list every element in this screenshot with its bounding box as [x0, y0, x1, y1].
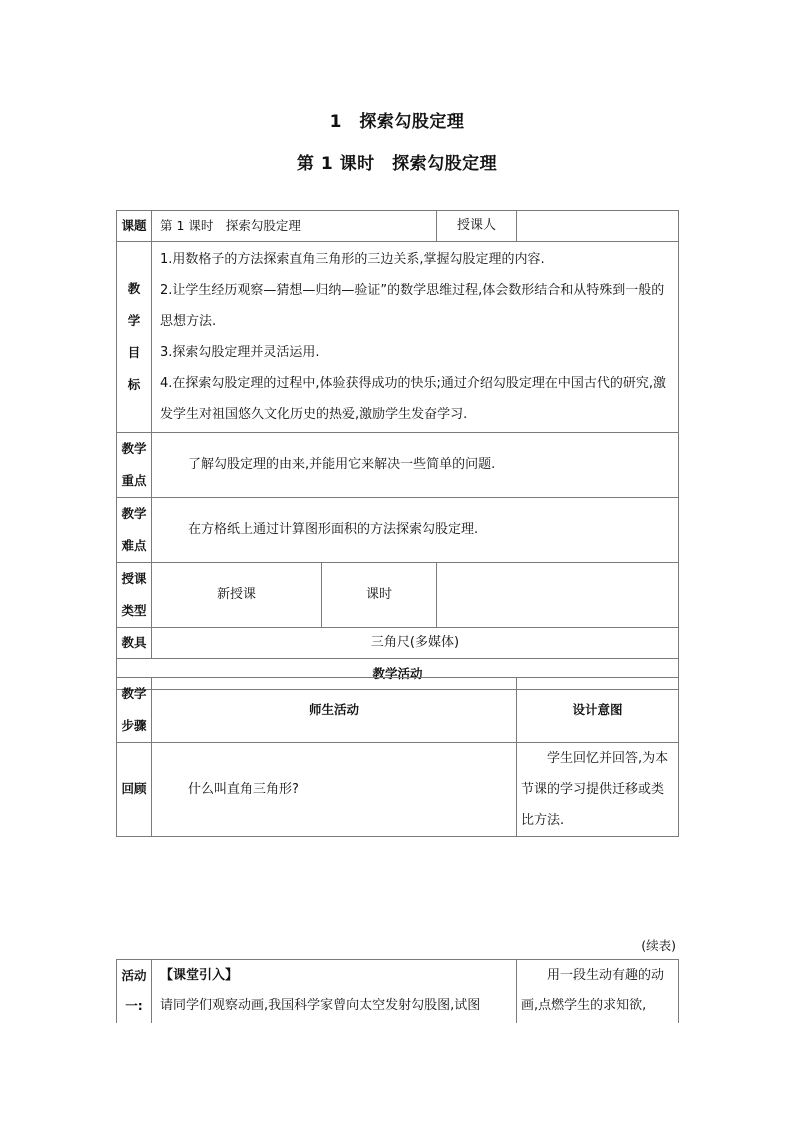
activities-heading: 教学活动 [117, 659, 679, 690]
lesson-title: 第 1 课时 探索勾股定理 [296, 154, 498, 174]
objectives-label: 教 学 目 标 [117, 242, 152, 433]
review-row [117, 743, 679, 837]
activity1-content [152, 960, 517, 1024]
review-question: 什么叫直角三角形? [152, 743, 517, 837]
objective-item: 2.让学生经历观察—猜想—归纳—验证”的数学思维过程,体会数形结合和从特殊到一般的思想方法. [160, 283, 665, 329]
lesson-type-label: 授课 类型 [117, 563, 152, 628]
difficulty-label: 教学 难点 [117, 498, 152, 563]
review-intent: 学生回忆并回答,为本节课的学习提供迁移或类比方法. [517, 743, 679, 837]
lesson-plan-table [116, 210, 679, 690]
activities-header-row [117, 678, 679, 743]
objectives-content [152, 242, 679, 433]
subject-label: 课题 [117, 211, 152, 242]
key-point-row [117, 433, 679, 498]
activity1-intent: 用一段生动有趣的动画,点燃学生的求知欲, [517, 960, 679, 1024]
lesson-type-row [117, 563, 679, 628]
review-label: 回顾 [117, 743, 152, 837]
continued-table [116, 959, 679, 1023]
tools-label: 教具 [117, 628, 152, 659]
key-point-value: 了解勾股定理的由来,并能用它来解决一些简单的问题. [152, 433, 679, 498]
objectives-row [117, 242, 679, 433]
difficulty-value: 在方格纸上通过计算图形面积的方法探索勾股定理. [152, 498, 679, 563]
teacher-label: 授课人 [437, 211, 517, 242]
class-hours-value [437, 563, 679, 628]
activity1-text: 请同学们观察动画,我国科学家曾向太空发射勾股图,试图 [160, 998, 481, 1013]
subject-value: 第 1 课时 探索勾股定理 [152, 211, 437, 242]
activity1-label: 活动一: [117, 960, 152, 1024]
class-hours-label: 课时 [322, 563, 437, 628]
tools-value: 三角尺(多媒体) [152, 628, 679, 659]
subject-row [117, 211, 679, 242]
teacher-value [517, 211, 679, 242]
key-point-label: 教学 重点 [117, 433, 152, 498]
activity1-title: 【课堂引入】 [160, 968, 239, 983]
continued-note: (续表) [641, 938, 676, 953]
tools-row [117, 628, 679, 659]
activity-column-header: 师生活动 [152, 678, 517, 743]
difficulty-row [117, 498, 679, 563]
objective-item: 1.用数格子的方法探索直角三角形的三边关系,掌握勾股定理的内容. [160, 252, 545, 267]
intent-column-header: 设计意图 [517, 678, 679, 743]
lesson-type-value: 新授课 [152, 563, 322, 628]
activity1-row [117, 960, 679, 1024]
continued-table-clip [0, 959, 794, 1023]
steps-label: 教学 步骤 [117, 678, 152, 743]
document-title: 1 探索勾股定理 [329, 112, 465, 132]
activities-table [116, 677, 679, 837]
objective-item: 3.探索勾股定理并灵活运用. [160, 345, 320, 360]
objective-item: 4.在探索勾股定理的过程中,体验获得成功的快乐;通过介绍勾股定理在中国古代的研究,激发学生对祖国悠久文化历史的热爱,激励学生发奋学习. [160, 376, 667, 422]
